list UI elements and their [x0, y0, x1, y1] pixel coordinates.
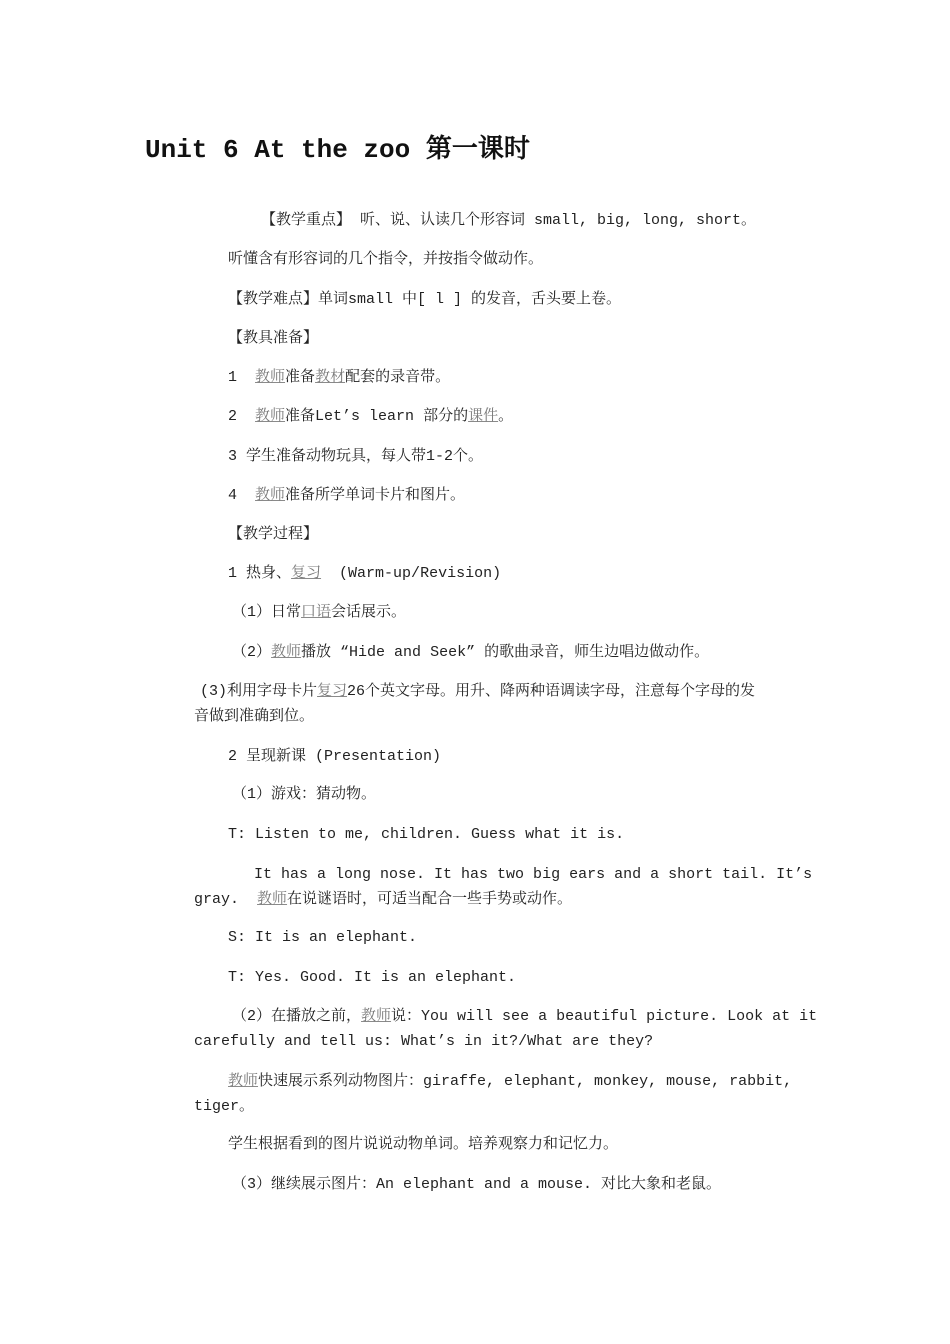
text-segment: 3 学生准备动物玩具，每人带1-2个。: [228, 448, 484, 465]
text-segment: (Warm-up/Revision): [321, 565, 502, 582]
text-segment: 准备: [285, 369, 316, 386]
text-segment: （1）游戏：猜动物。: [232, 786, 377, 803]
link-teacher[interactable]: 教师: [257, 891, 288, 908]
link-textbook[interactable]: 教材: [315, 369, 346, 386]
link-oral-language[interactable]: 口语: [301, 604, 332, 621]
link-teacher[interactable]: 教师: [361, 1008, 392, 1025]
text-segment: 配套的录音带。: [345, 369, 451, 386]
text-segment: 1 热身、: [228, 565, 292, 582]
link-teacher[interactable]: 教师: [228, 1073, 259, 1090]
text-segment: 会话展示。: [331, 604, 407, 621]
text-segment: T: Yes. Good. It is an elephant.: [228, 969, 517, 986]
link-review[interactable]: 复习: [317, 683, 348, 700]
text-segment: (3)利用字母卡片: [200, 683, 318, 700]
text-segment: （2）在播放之前，: [232, 1008, 362, 1025]
text-segment: 快速展示系列动物图片：giraffe, elephant, monkey, mouse, rabbit,: [258, 1073, 793, 1090]
page-title: Unit 6 At the zoo 第一课时: [145, 135, 530, 165]
text-segment: S: It is an elephant.: [228, 929, 418, 946]
animal-pictures-line: [192, 1052, 792, 1112]
text-segment: 2 呈现新课 (Presentation): [228, 748, 442, 765]
link-teacher[interactable]: 教师: [271, 644, 302, 661]
text-segment: 【教学过程】: [228, 526, 319, 543]
text-segment: 音做到准确到位。: [194, 708, 315, 725]
text-segment: 听懂含有形容词的几个指令，并按指令做动作。: [228, 251, 544, 268]
text-segment: （3）继续展示图片：An elephant and a mouse. 对比大象和老鼠。: [232, 1176, 722, 1193]
text-segment: （2）: [232, 644, 272, 661]
text-segment: （1）日常: [232, 604, 302, 621]
link-courseware[interactable]: 课件: [468, 408, 499, 425]
text-segment: 。: [498, 408, 514, 425]
text-segment: 【教学难点】单词small 中[ l ] 的发音，舌头要上卷。: [228, 291, 622, 308]
text-segment: 2: [228, 408, 256, 425]
text-segment: 26个英文字母。用升、降两种语调读字母，注意每个字母的发: [347, 683, 756, 700]
text-segment: tiger。: [194, 1098, 255, 1115]
text-segment: 准备Let’s learn 部分的: [285, 408, 469, 425]
text-segment: 说：You will see a beautiful picture. Look at it: [391, 1008, 818, 1025]
text-segment: 学生根据看到的图片说说动物单词。培养观察力和记忆力。: [228, 1136, 619, 1153]
text-segment: 【教学重点】 听、说、认读几个形容词 small, big, long, short。: [261, 212, 757, 229]
link-teacher[interactable]: 教师: [255, 408, 286, 425]
link-review[interactable]: 复习: [291, 565, 322, 582]
text-segment: 准备所学单词卡片和图片。: [285, 487, 466, 504]
presentation-item-3: [196, 1155, 721, 1215]
text-segment: gray.: [194, 891, 258, 908]
text-segment: 在说谜语时，可适当配合一些手势或动作。: [287, 891, 573, 908]
text-segment: 1: [228, 369, 256, 386]
text-segment: 4: [228, 487, 256, 504]
text-segment: 【教具准备】: [228, 330, 319, 347]
text-segment: It has a long nose. It has two big ears and a short tail. It’s: [254, 866, 813, 883]
text-segment: 播放 “Hide and Seek” 的歌曲录音，师生边唱边做动作。: [301, 644, 710, 661]
link-teacher[interactable]: 教师: [255, 487, 286, 504]
text-segment: T: Listen to me, children. Guess what it is.: [228, 826, 625, 843]
link-teacher[interactable]: 教师: [255, 369, 286, 386]
text-segment: carefully and tell us: What’s in it?/What are they?: [194, 1033, 654, 1050]
